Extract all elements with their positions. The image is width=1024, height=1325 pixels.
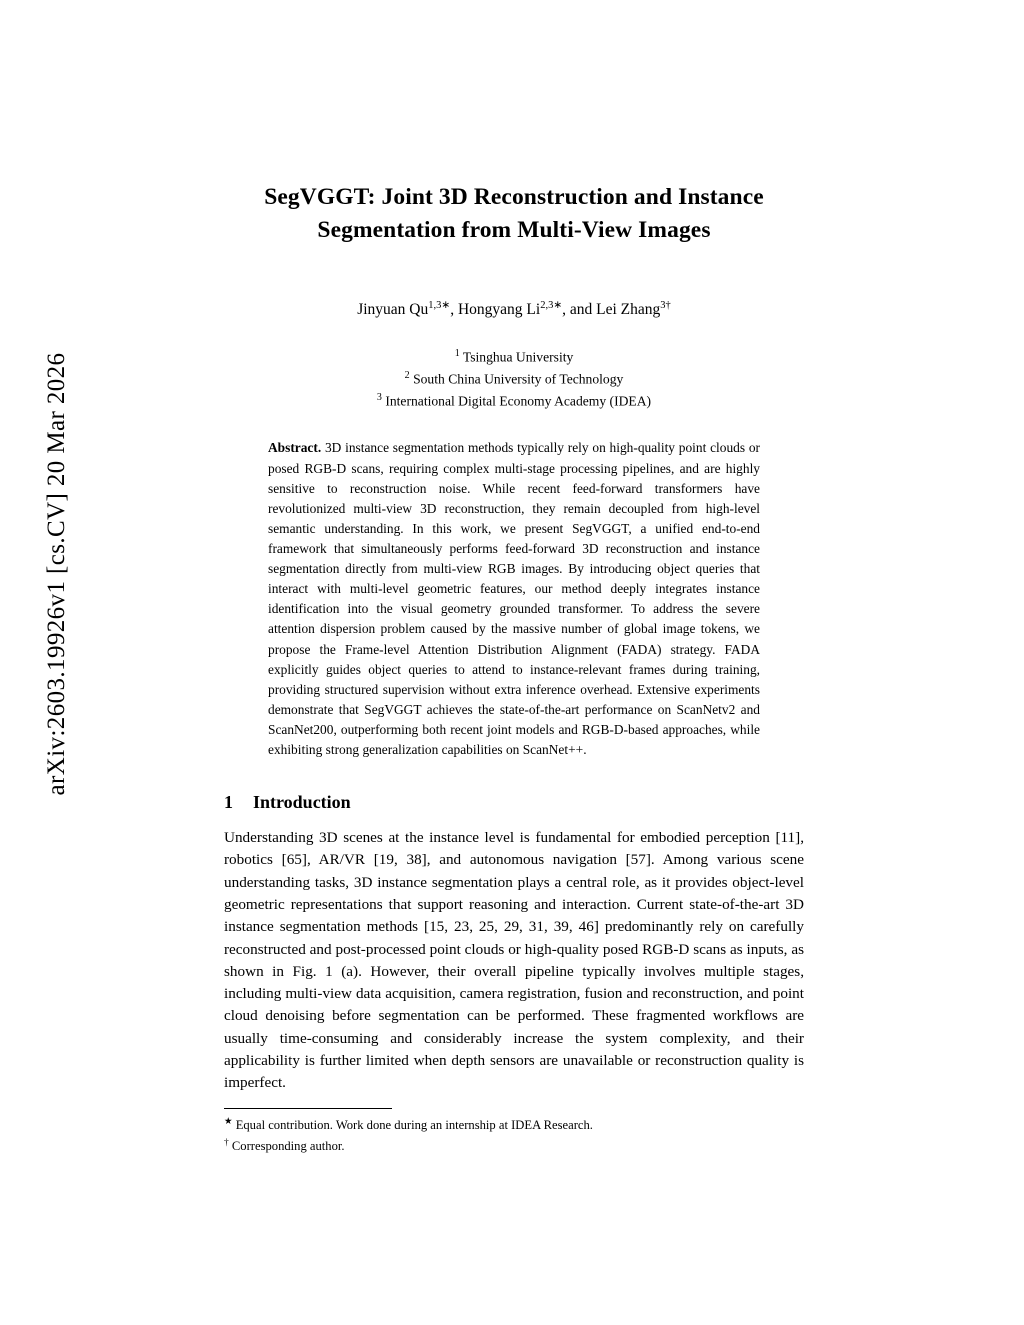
- author-separator-1: ,: [450, 300, 458, 318]
- section-title: Introduction: [253, 792, 351, 813]
- paper-page: [224, 0, 804, 1156]
- authors-conjunction: and: [569, 300, 593, 318]
- abstract: [268, 438, 760, 760]
- abstract-label: Abstract.: [268, 440, 322, 456]
- section-number: 1: [224, 792, 233, 813]
- affiliation-item: [224, 368, 804, 390]
- author-1-affiliation-marker: 1,3∗: [428, 299, 451, 311]
- affiliation-name-3: International Digital Economy Academy (IDEA): [385, 393, 652, 409]
- footnote-text-2: Corresponding author.: [231, 1138, 345, 1153]
- author-separator-2: ,: [562, 300, 570, 318]
- affiliation-marker-3: 3: [376, 392, 382, 404]
- affiliation-marker-1: 1: [454, 347, 460, 359]
- author-3-affiliation-marker: 3†: [660, 299, 671, 311]
- section-heading-introduction: [224, 792, 804, 813]
- affiliation-list: [224, 346, 804, 413]
- footnote-item-2: [224, 1136, 804, 1156]
- author-2-affiliation-marker: 2,3∗: [540, 299, 563, 311]
- author-2: Hongyang $Li^{2,3∗}$: [457, 299, 563, 318]
- affiliation-name-1: Tsinghua University: [462, 349, 574, 365]
- affiliation-item: [224, 390, 804, 412]
- affiliation-item: [224, 346, 804, 368]
- footnote-marker-2: †: [224, 1137, 229, 1148]
- footnote-item-1: [224, 1115, 804, 1135]
- footnote-list: [224, 1115, 804, 1156]
- author-list: [224, 299, 804, 319]
- introduction-paragraph-1: Understanding 3D scenes at the instance level is fundamental for embodied perception [11], robotics [65], AR/VR [19, 38], and autonomous navigation [57]. Among various scene understanding tasks, 3D instance segmentation plays a central role, as it provides object-level geometric representations that support reasoning and interaction. Current state-of-the-art 3D instance segmentation methods [15, 23, 25, 29, 31, 39, 46] predominantly rely on carefully reconstructed and post-processed point clouds or high-quality posed RGB-D scans as inputs, as shown in Fig. 1 (a). However, their overall pipeline typically involves multiple stages, including multi-view data acquisition, camera registration, fusion and reconstruction, and point cloud denoising before segmentation can be performed. These fragmented workflows are usually time-consuming and considerably increase the system complexity, and their applicability is further limited when depth sensors are unavailable or reconstruction quality is imperfect.: [224, 829, 804, 1092]
- abstract-text: 3D instance segmentation methods typically rely on high-quality point clouds or posed RGB-D scans, requiring complex multi-stage processing pipelines, and are highly sensitive to reconstruction noise. While recent feed-forward transformers have revolutionized multi-view 3D reconstruction, they remain decoupled from high-level semantic understanding. In this work, we present SegVGGT, a unified end-to-end framework that simultaneously performs feed-forward 3D reconstruction and instance segmentation directly from multi-view RGB images. By introducing object queries that interact with multi-level geometric features, our method deeply integrates instance identification into the visual geometry grounded transformer. To address the severe attention dispersion problem caused by the massive number of global image tokens, we propose the Frame-level Attention Distribution Alignment (FADA) strategy. FADA explicitly guides object queries to attend to instance-relevant frames during training, providing structured supervision without extra inference overhead. Extensive experiments demonstrate that SegVGGT achieves the state-of-the-art performance on ScanNetv2 and ScanNet200, outperforming both recent joint models and RGB-D-based approaches, while exhibiting strong generalization capabilities on ScanNet++.: [268, 440, 760, 758]
- affiliation-marker-2: 2: [404, 370, 410, 382]
- author-1: Jinyuan $Qu^{1,3∗}$: [357, 299, 451, 318]
- page-title: [224, 181, 804, 248]
- footnote-marker-1: ★: [224, 1117, 233, 1128]
- title-line-2: Segmentation from Multi-View Images: [317, 217, 711, 244]
- affiliation-name-2: South China University of Technology: [413, 371, 624, 387]
- author-3: Lei Zhang$^{3\dagger}$: [596, 299, 671, 318]
- footnote-divider: [224, 1108, 392, 1109]
- title-line-1: SegVGGT: Joint 3D Reconstruction and Instance: [264, 184, 764, 210]
- arxiv-stamp: arXiv:2603.19926v1 [cs.CV] 20 Mar 2026: [43, 352, 70, 796]
- footnote-text-1: Equal contribution. Work done during an internship at IDEA Research.: [235, 1118, 593, 1133]
